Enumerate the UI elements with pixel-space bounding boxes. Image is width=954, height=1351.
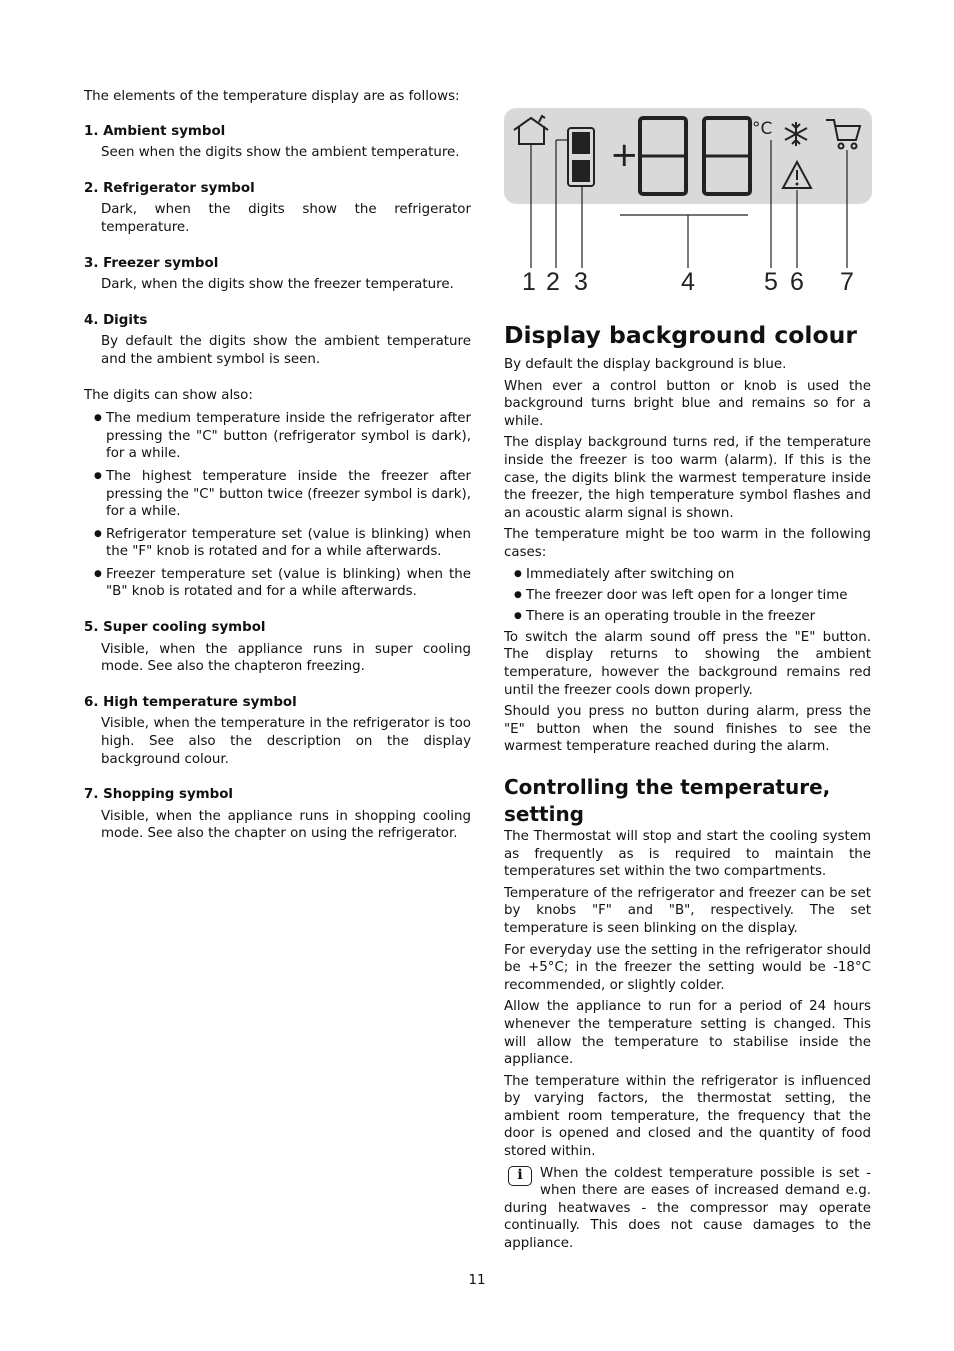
left-column xyxy=(84,88,471,861)
legend-item xyxy=(84,694,471,768)
legend-item-desc: Visible, when the temperature in the refrigerator is too high. See also the description on the display background colour. xyxy=(101,716,471,767)
legend-item-title: 3. Freezer symbol xyxy=(84,255,219,271)
callout-label: 1 xyxy=(522,268,536,296)
legend-item-title: 1. Ambient symbol xyxy=(84,123,226,139)
legend-item-desc: Visible, when the appliance runs in shopping cooling mode. See also the chapter on using the refrigerator. xyxy=(101,808,471,842)
temperature-display-diagram xyxy=(500,100,880,300)
too-warm-cases-list xyxy=(504,566,871,626)
info-note xyxy=(504,1165,871,1253)
digits-also-intro: The digits can show also: xyxy=(84,387,253,403)
callout-label: 6 xyxy=(790,268,804,296)
legend-item-desc: Dark, when the digits show the refrigerator temperature. xyxy=(101,202,471,235)
paragraph: By default the display background is blue. xyxy=(504,357,787,372)
paragraph: Should you press no button during alarm, press the "E" button when the sound finishes to see the warmest temperature reached during the alarm. xyxy=(504,704,871,755)
degree-celsius: °C xyxy=(752,119,773,139)
paragraph: The Thermostat will stop and start the cooling system as frequently as is required to maintain the temperatures set within the two compartments. xyxy=(504,828,871,880)
page-number: 11 xyxy=(468,1273,486,1288)
paragraph: Allow the appliance to run for a period of 24 hours whenever the temperature setting is changed. This will allow the temperature to stabilise inside the appliance. xyxy=(504,999,871,1068)
list-item: ● Freezer temperature set (value is blinking) when the "B" knob is rotated and for a while afterwards. xyxy=(106,566,471,601)
callout-label: 5 xyxy=(764,268,778,296)
info-note-text: When the coldest temperature possible is set - when there are eases of increased demand e.g. during heatwaves - the compressor may operate continually. This does not cause damages to the appliance. xyxy=(504,1165,871,1252)
paragraph: When ever a control button or knob is used the background turns bright blue and remains so for a while. xyxy=(504,378,871,429)
legend-item-desc: Visible, when the appliance runs in super cooling mode. See also the chapteron freezing. xyxy=(101,641,471,675)
callout-label: 4 xyxy=(681,268,695,296)
legend-item xyxy=(84,180,471,237)
heading-controlling-temperature: Controlling the temperature, setting xyxy=(504,774,831,826)
legend-item-desc: By default the digits show the ambient temperature and the ambient symbol is seen. xyxy=(101,334,471,367)
callout-label: 2 xyxy=(546,268,560,296)
plus-sign: + xyxy=(610,135,639,175)
list-item: ● There is an operating trouble in the freezer xyxy=(526,608,871,626)
intro-text: The elements of the temperature display are as follows: xyxy=(84,89,460,104)
list-item: ● The highest temperature inside the freezer after pressing the "C" button twice (freezer symbol is dark), for a while. xyxy=(106,468,471,521)
paragraph: The temperature within the refrigerator is influenced by varying factors, the thermostat setting, the ambient room temperature, the frequency that the door is opened and closed and the quantity of food stored within. xyxy=(504,1073,871,1160)
list-item: ● The medium temperature inside the refrigerator after pressing the "C" button (refrigerator symbol is dark), for a while. xyxy=(106,410,471,463)
paragraph: To switch the alarm sound off press the "E" button. The display returns to showing the ambient temperature, however the background remains red until the freezer cools down properly. xyxy=(504,629,871,698)
legend-item xyxy=(84,255,471,294)
legend-item-desc: Seen when the digits show the ambient temperature. xyxy=(101,145,460,161)
legend-item-title: 6. High temperature symbol xyxy=(84,694,297,710)
info-icon: i xyxy=(508,1166,532,1186)
list-item: ● Refrigerator temperature set (value is blinking) when the "F" knob is rotated and for a while afterwards. xyxy=(106,526,471,561)
legend-item-title: 2. Refrigerator symbol xyxy=(84,180,255,196)
legend-item xyxy=(84,312,471,369)
legend-item-title: 5. Super cooling symbol xyxy=(84,620,266,636)
legend-item-desc: Dark, when the digits show the freezer temperature. xyxy=(101,277,454,293)
right-column xyxy=(504,320,871,1253)
paragraph: The display background turns red, if the temperature inside the freezer is too warm (alarm). If this is the case, the digits blink the warmest temperature inside the freezer, the high temperature symbol flashes and an acoustic alarm signal is shown. xyxy=(504,435,871,521)
legend-item xyxy=(84,786,471,843)
list-item: ● Immediately after switching on xyxy=(526,566,871,584)
list-item: ● The freezer door was left open for a longer time xyxy=(526,587,871,605)
paragraph: For everyday use the setting in the refrigerator should be +5°C; in the freezer the setting would be -18°C recommended, or slightly colder. xyxy=(504,942,871,993)
legend-item xyxy=(84,619,471,676)
heading-display-background: Display background colour xyxy=(504,321,857,349)
legend-item-title: 4. Digits xyxy=(84,312,148,328)
paragraph: The temperature might be too warm in the following cases: xyxy=(504,527,871,560)
paragraph: Temperature of the refrigerator and freezer can be set by knobs "F" and "B", respectively. The set temperature is seen blinking on the display. xyxy=(504,885,871,936)
legend-item-title: 7. Shopping symbol xyxy=(84,787,234,803)
callout-label: 7 xyxy=(840,268,854,296)
digits-also-list xyxy=(84,410,471,601)
legend-item xyxy=(84,123,471,162)
callout-label: 3 xyxy=(574,268,588,296)
